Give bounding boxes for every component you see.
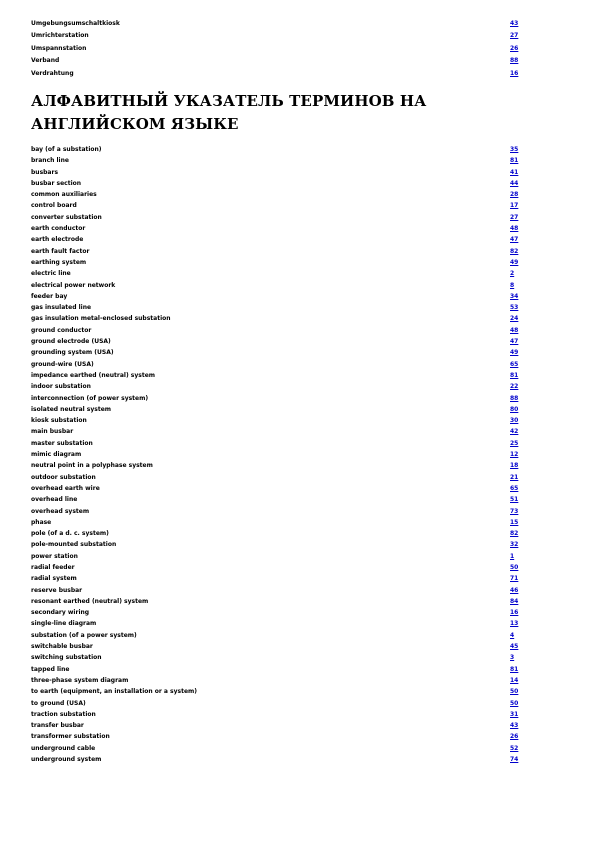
index-term: pole (of a d. c. system) xyxy=(31,530,109,538)
page-number-link[interactable]: 43 xyxy=(510,20,519,27)
page-number-link[interactable]: 13 xyxy=(510,620,519,628)
page-number-link[interactable]: 50 xyxy=(510,699,519,707)
index-term: power station xyxy=(31,552,78,560)
index-entry xyxy=(31,438,521,449)
page-number-link[interactable]: 88 xyxy=(510,394,519,402)
index-term: resonant earthed (neutral) system xyxy=(31,597,149,605)
page-number-link[interactable]: 81 xyxy=(510,665,519,673)
page-number-link[interactable]: 50 xyxy=(510,688,519,696)
index-term: Umrichterstation xyxy=(31,32,89,40)
index-term: switchable busbar xyxy=(31,643,93,651)
index-term: indoor substation xyxy=(31,383,91,391)
page-number-link[interactable]: 80 xyxy=(510,405,519,413)
page-number-link[interactable]: 16 xyxy=(510,69,519,77)
page-number-link[interactable]: 65 xyxy=(510,360,519,368)
page-number-link[interactable]: 30 xyxy=(510,417,519,425)
index-entry xyxy=(31,200,521,211)
index-term: electrical power network xyxy=(31,281,116,289)
page-number-link[interactable]: 3 xyxy=(510,654,515,662)
index-entry xyxy=(31,55,521,67)
index-term: tapped line xyxy=(31,665,70,673)
page-number-link[interactable]: 17 xyxy=(510,202,519,210)
page-number-link[interactable]: 25 xyxy=(510,439,519,447)
page-number-link[interactable]: 50 xyxy=(510,563,519,571)
index-term: traction substation xyxy=(31,710,96,718)
index-term: overhead system xyxy=(31,507,90,515)
index-term: radial feeder xyxy=(31,563,75,571)
index-entry xyxy=(31,404,521,415)
page-number-link[interactable]: 16 xyxy=(510,609,519,617)
index-term: secondary wiring xyxy=(31,609,90,617)
index-term: neutral point in a polyphase system xyxy=(31,462,153,470)
index-term: transfer busbar xyxy=(31,722,84,730)
page-number-link[interactable]: 14 xyxy=(510,676,519,684)
index-entry xyxy=(31,178,521,189)
page-number-link[interactable]: 82 xyxy=(510,530,519,538)
page-number-link[interactable]: 47 xyxy=(510,338,519,346)
index-term: gas insulated line xyxy=(31,304,92,312)
index-term: converter substation xyxy=(31,213,102,221)
index-entry xyxy=(31,686,521,697)
index-term: impedance earthed (neutral) system xyxy=(31,371,156,379)
index-entry xyxy=(31,426,521,437)
index-term: Umspannstation xyxy=(31,44,87,52)
index-entry xyxy=(31,562,521,573)
index-entry xyxy=(31,539,521,550)
page-number-link[interactable]: 4 xyxy=(510,631,515,639)
index-term: outdoor substation xyxy=(31,473,96,481)
index-entry xyxy=(31,641,521,652)
page-number-link[interactable]: 65 xyxy=(510,484,519,492)
index-entry xyxy=(31,709,521,720)
index-entry xyxy=(31,234,521,245)
index-term: transformer substation xyxy=(31,733,110,741)
index-entry xyxy=(31,370,521,381)
index-entry xyxy=(31,449,521,460)
index-term: earth fault factor xyxy=(31,247,90,255)
index-entry xyxy=(31,494,521,505)
index-entry xyxy=(31,43,521,55)
index-term: ground conductor xyxy=(31,326,92,334)
page-number-link[interactable]: 26 xyxy=(510,733,519,741)
page-number-link[interactable]: 31 xyxy=(510,710,519,718)
page-number-link[interactable]: 8 xyxy=(510,281,515,289)
page-number-link[interactable]: 22 xyxy=(510,383,519,391)
index-term: substation (of a power system) xyxy=(31,631,137,639)
index-term: feeder bay xyxy=(31,292,68,300)
index-term: main busbar xyxy=(31,428,74,436)
page-number-link[interactable]: 21 xyxy=(510,473,519,481)
index-entry xyxy=(31,618,521,629)
index-entry xyxy=(31,607,521,618)
index-term: earth conductor xyxy=(31,225,86,233)
index-entry xyxy=(31,144,521,155)
index-entry xyxy=(31,506,521,517)
index-entry xyxy=(31,720,521,731)
index-entry xyxy=(31,291,521,302)
index-entry xyxy=(31,189,521,200)
index-entry xyxy=(31,302,521,313)
index-entry xyxy=(31,573,521,584)
index-term: grounding system (USA) xyxy=(31,349,114,357)
index-entry xyxy=(31,698,521,709)
index-term: switching substation xyxy=(31,654,102,662)
page-number-link[interactable]: 24 xyxy=(510,315,519,323)
index-entry xyxy=(31,415,521,426)
index-entry xyxy=(31,268,521,279)
index-entry xyxy=(31,528,521,539)
index-entry xyxy=(31,381,521,392)
page-number-link[interactable]: 41 xyxy=(510,168,519,176)
index-entry xyxy=(31,257,521,268)
index-entry xyxy=(31,754,521,765)
page-number-link[interactable]: 81 xyxy=(510,157,519,165)
index-term: Umgebungsumschaltkiosk xyxy=(31,20,120,27)
page-number-link[interactable]: 27 xyxy=(510,213,519,221)
page-number-link[interactable]: 53 xyxy=(510,304,519,312)
page-number-link[interactable]: 46 xyxy=(510,586,519,594)
index-term: electric line xyxy=(31,270,71,278)
index-entry xyxy=(31,483,521,494)
index-entry xyxy=(31,393,521,404)
index-entry xyxy=(31,212,521,223)
page-number-link[interactable]: 71 xyxy=(510,575,519,583)
index-term: overhead earth wire xyxy=(31,484,100,492)
index-entry xyxy=(31,347,521,358)
index-term: underground system xyxy=(31,756,102,764)
index-term: pole-mounted substation xyxy=(31,541,117,549)
index-term: ground-wire (USA) xyxy=(31,360,94,368)
page-number-link[interactable]: 45 xyxy=(510,643,519,651)
top-index-list xyxy=(0,18,595,80)
index-term: earth electrode xyxy=(31,236,84,244)
index-term: branch line xyxy=(31,157,69,165)
index-term: single-line diagram xyxy=(31,620,97,628)
index-entry xyxy=(31,664,521,675)
index-term: control board xyxy=(31,202,77,210)
index-term: ground electrode (USA) xyxy=(31,338,111,346)
index-entry xyxy=(31,596,521,607)
index-entry xyxy=(31,743,521,754)
page-number-link[interactable]: 27 xyxy=(510,32,519,40)
page-number-link[interactable]: 34 xyxy=(510,292,519,300)
index-term: isolated neutral system xyxy=(31,405,112,413)
index-entry xyxy=(31,652,521,663)
page-number-link[interactable]: 28 xyxy=(510,191,519,199)
index-entry xyxy=(31,551,521,562)
page-number-link[interactable]: 52 xyxy=(510,744,519,752)
page-number-link[interactable]: 88 xyxy=(510,57,519,65)
page-number-link[interactable]: 35 xyxy=(510,146,519,153)
page-number-link[interactable]: 15 xyxy=(510,518,519,526)
index-term: reserve busbar xyxy=(31,586,83,594)
index-entry xyxy=(31,675,521,686)
index-term: busbars xyxy=(31,168,59,176)
page-number-link[interactable]: 49 xyxy=(510,349,519,357)
index-entry xyxy=(31,18,521,30)
page-number-link[interactable]: 74 xyxy=(510,756,519,764)
index-term: Verband xyxy=(31,57,60,65)
index-term: to ground (USA) xyxy=(31,699,86,707)
index-term: busbar section xyxy=(31,179,82,187)
page-number-link[interactable]: 51 xyxy=(510,496,519,504)
page-number-link[interactable]: 43 xyxy=(510,722,519,730)
page-number-link[interactable]: 48 xyxy=(510,225,519,233)
index-entry xyxy=(31,325,521,336)
index-entry xyxy=(31,517,521,528)
index-entry xyxy=(31,460,521,471)
index-entry xyxy=(31,585,521,596)
section-heading: АЛФАВИТНЫЙ УКАЗАТЕЛЬ ТЕРМИНОВ НА АНГЛИЙСКОМ ЯЗЫКЕ xyxy=(31,92,427,133)
index-entry xyxy=(31,472,521,483)
index-entry xyxy=(31,68,521,80)
index-term: earthing system xyxy=(31,258,87,266)
index-entry xyxy=(31,359,521,370)
index-term: gas insulation metal-enclosed substation xyxy=(31,315,171,323)
index-entry xyxy=(31,630,521,641)
page-number-link[interactable]: 32 xyxy=(510,541,519,549)
page-number-link[interactable]: 26 xyxy=(510,44,519,52)
page-number-link[interactable]: 73 xyxy=(510,507,519,515)
index-term: Verdrahtung xyxy=(31,69,74,77)
index-entry xyxy=(31,155,521,166)
index-entry xyxy=(31,280,521,291)
page-number-link[interactable]: 48 xyxy=(510,326,519,334)
page-number-link[interactable]: 81 xyxy=(510,371,519,379)
index-term: kiosk substation xyxy=(31,417,87,425)
page-number-link[interactable]: 12 xyxy=(510,451,519,459)
page-number-link[interactable]: 2 xyxy=(510,270,515,278)
index-entry xyxy=(31,336,521,347)
page-number-link[interactable]: 42 xyxy=(510,428,519,436)
index-term: to earth (equipment, an installation or a system) xyxy=(31,688,198,696)
index-term: interconnection (of power system) xyxy=(31,394,149,402)
index-term: overhead line xyxy=(31,496,78,504)
index-term: mimic diagram xyxy=(31,451,82,459)
index-term: underground cable xyxy=(31,744,96,752)
index-term: phase xyxy=(31,518,52,526)
index-term: common auxiliaries xyxy=(31,191,97,199)
index-entry xyxy=(31,246,521,257)
page-number-link[interactable]: 49 xyxy=(510,258,519,266)
page-number-link[interactable]: 82 xyxy=(510,247,519,255)
page-number-link[interactable]: 1 xyxy=(510,552,515,560)
index-entry xyxy=(31,167,521,178)
english-term-index xyxy=(0,144,595,765)
index-term: radial system xyxy=(31,575,77,583)
index-entry xyxy=(31,223,521,234)
page-number-link[interactable]: 84 xyxy=(510,597,519,605)
index-entry xyxy=(31,313,521,324)
index-term: three-phase system diagram xyxy=(31,676,129,684)
page-number-link[interactable]: 47 xyxy=(510,236,519,244)
index-entry xyxy=(31,731,521,742)
index-entry xyxy=(31,30,521,42)
index-term: bay (of a substation) xyxy=(31,146,102,153)
page-number-link[interactable]: 18 xyxy=(510,462,519,470)
index-term: master substation xyxy=(31,439,93,447)
page-number-link[interactable]: 44 xyxy=(510,179,519,187)
